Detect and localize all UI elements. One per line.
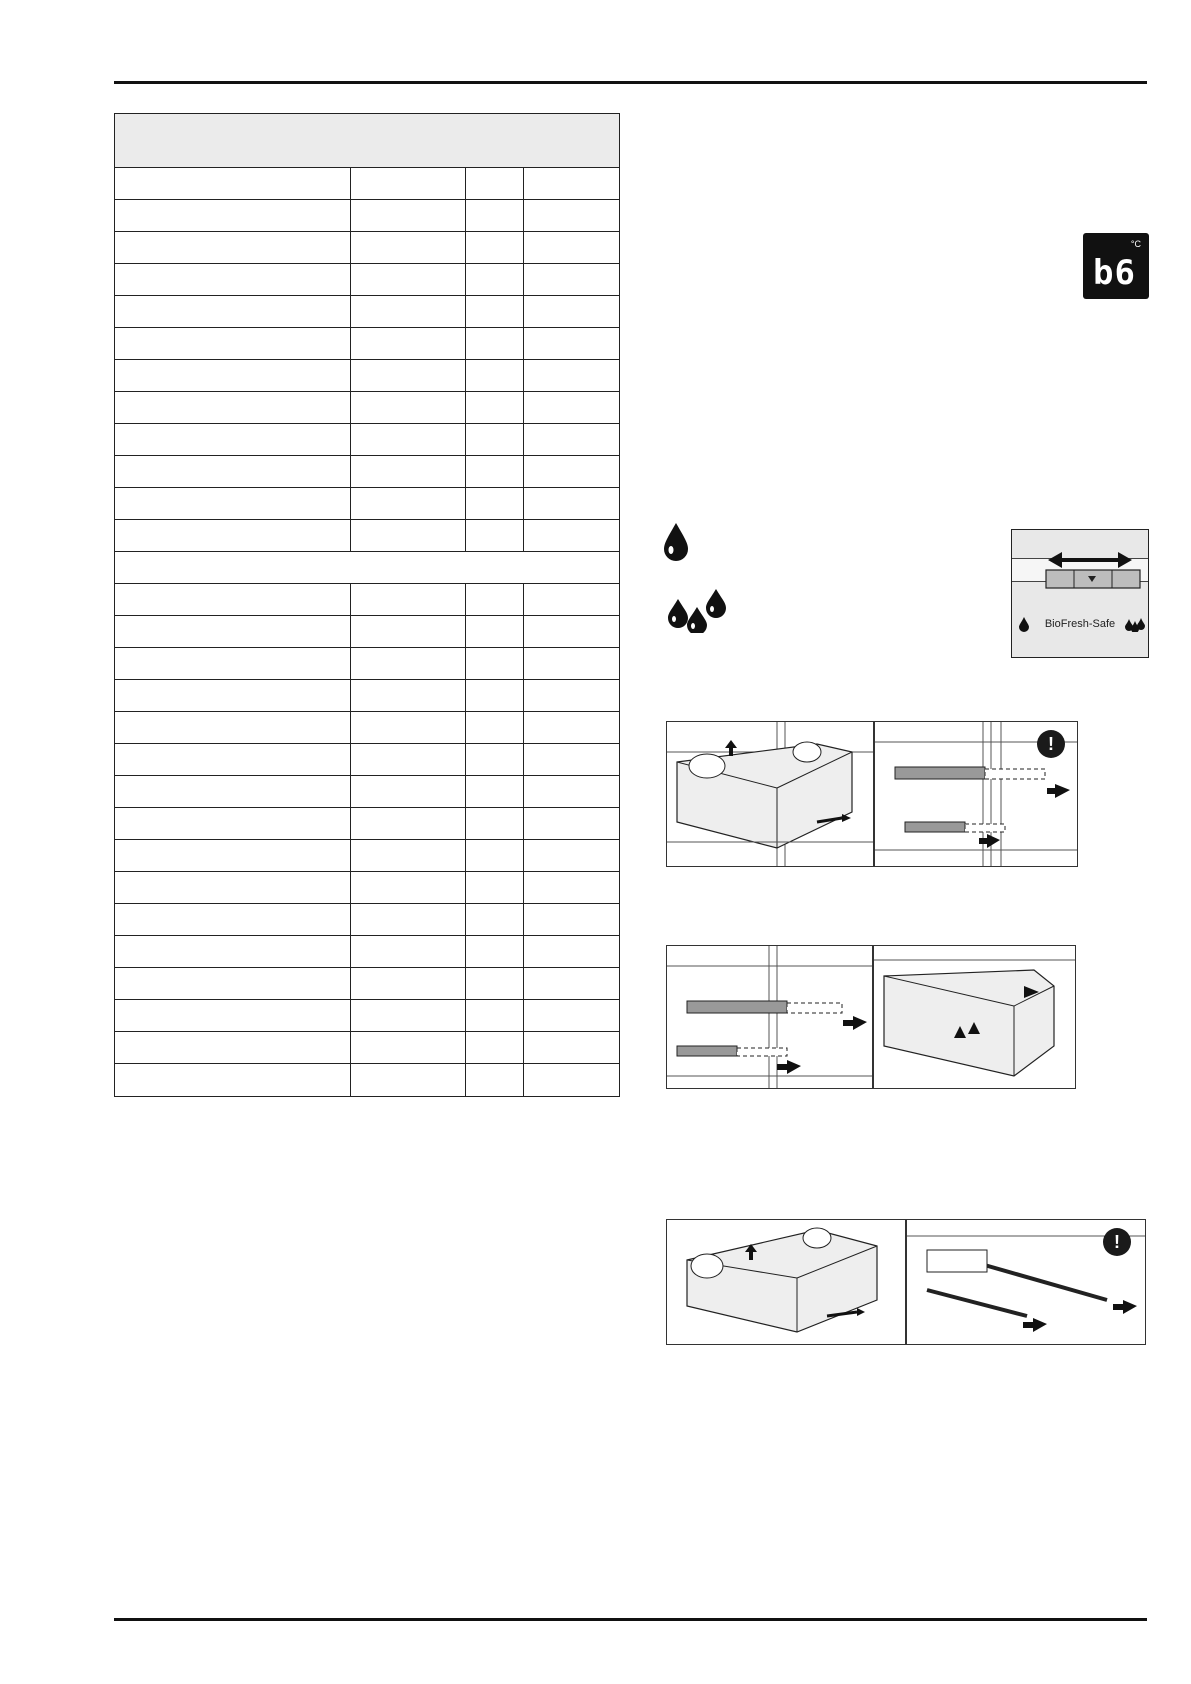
table-row: [115, 200, 619, 232]
table-row: [115, 1032, 619, 1064]
high-humidity-icon: [1124, 616, 1146, 632]
biofresh-safe-label: BioFresh-Safe: [1044, 618, 1116, 630]
table-row: [115, 776, 619, 808]
table-row: [115, 936, 619, 968]
table-row: [115, 712, 619, 744]
table-row: [115, 232, 619, 264]
warning-icon: !: [1037, 730, 1065, 758]
display-readout: b6: [1093, 253, 1136, 293]
rails-pull-out-figure: [667, 946, 872, 1089]
table-row: [115, 1064, 619, 1096]
table-row: [115, 968, 619, 1000]
temperature-display: [1083, 233, 1149, 299]
table-row: [115, 616, 619, 648]
table-row: [115, 168, 619, 200]
table-row: [115, 680, 619, 712]
table-row: [115, 872, 619, 904]
table-row: [115, 520, 619, 552]
table-row: [115, 1000, 619, 1032]
table-row: [115, 648, 619, 680]
table-row: [115, 264, 619, 296]
table-row: [115, 840, 619, 872]
top-rule: [114, 81, 1147, 84]
drawer-insert-figure: [874, 946, 1076, 1089]
celsius-unit: °C: [1130, 239, 1141, 249]
illustration-insert-drawer: [666, 945, 1076, 1089]
table-row: [115, 328, 619, 360]
table-row: [115, 424, 619, 456]
table-row: [115, 904, 619, 936]
table-section-row: [115, 552, 619, 584]
table-row: [115, 808, 619, 840]
table-row: [115, 744, 619, 776]
three-water-drops-icon: [664, 585, 730, 633]
table-row: [115, 392, 619, 424]
table-row: [115, 456, 619, 488]
table-row: [115, 584, 619, 616]
table-header: [115, 114, 619, 168]
storage-table: [114, 113, 620, 1097]
warning-icon: !: [1103, 1228, 1131, 1256]
table-row: [115, 488, 619, 520]
water-drop-icon: [662, 521, 690, 561]
drawer-pull-out-figure: [667, 722, 873, 867]
illustration-remove-drawer: [666, 721, 1078, 867]
slider-control[interactable]: [1038, 550, 1148, 596]
bottom-rule: [114, 1618, 1147, 1621]
humidity-slider-panel: [1011, 529, 1149, 658]
table-row: [115, 296, 619, 328]
table-row: [115, 360, 619, 392]
illustration-remove-biofresh-drawer: [666, 1219, 1146, 1345]
biofresh-drawer-pull-out-figure: [667, 1220, 905, 1345]
